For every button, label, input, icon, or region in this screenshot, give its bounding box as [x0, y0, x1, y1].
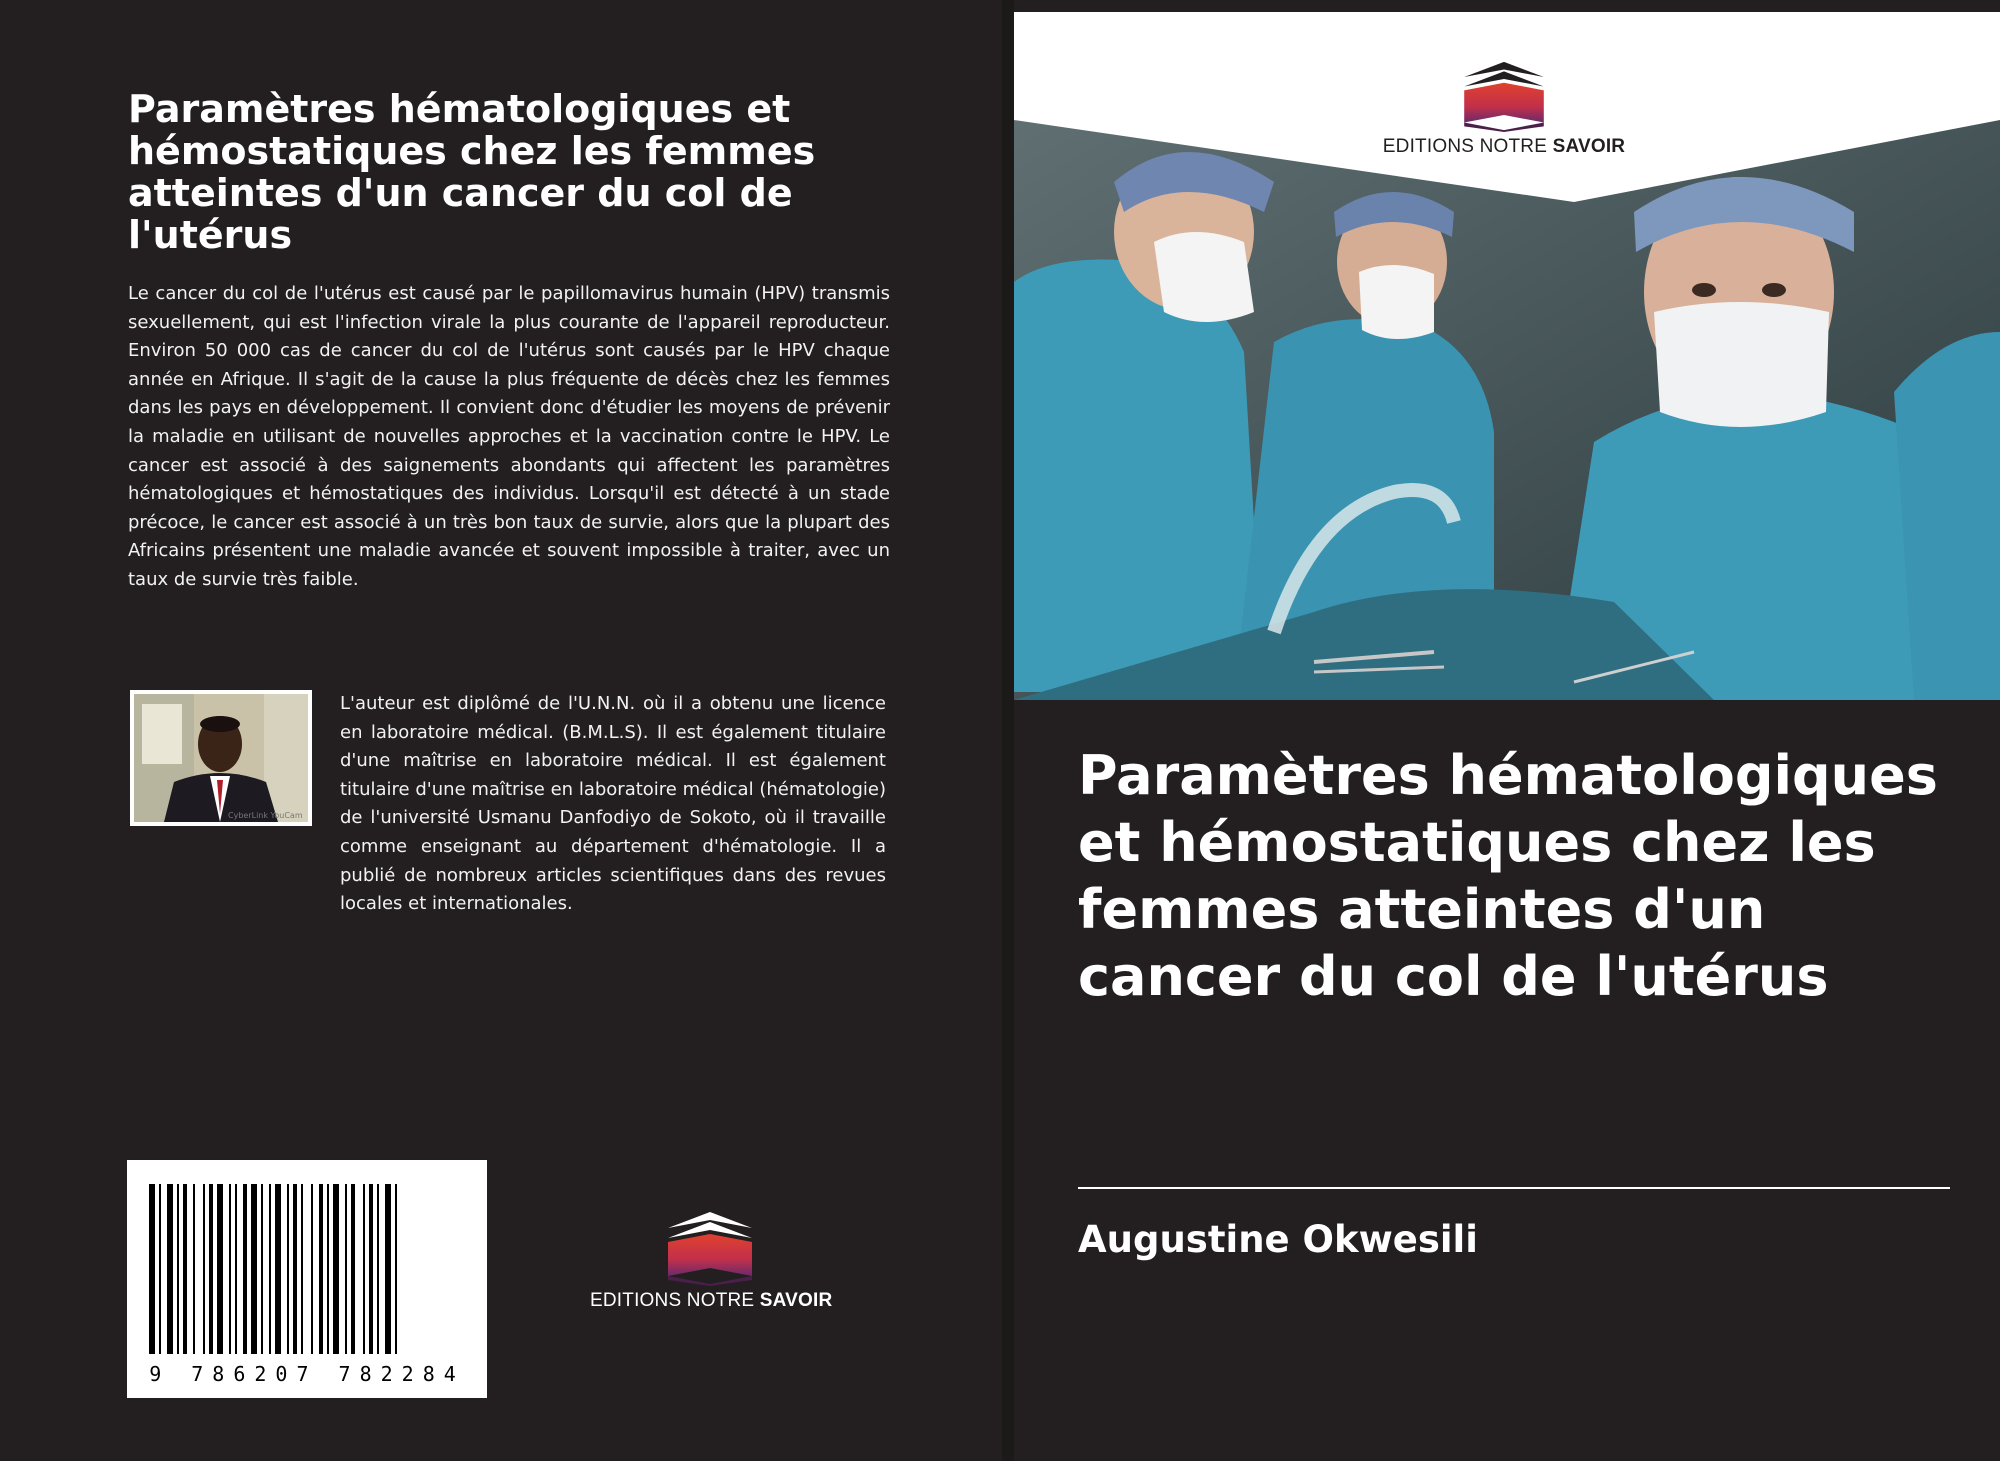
book-stack-icon [660, 1210, 760, 1286]
barcode-bar [149, 1184, 155, 1354]
barcode-bar [311, 1184, 313, 1354]
front-cover-author: Augustine Okwesili [1078, 1218, 1478, 1261]
barcode-bar [301, 1184, 303, 1354]
barcode-bar [229, 1184, 231, 1354]
photo-watermark: CyberLink YouCam [228, 811, 303, 820]
barcode-bar [351, 1184, 355, 1354]
front-publisher-name: EDITIONS NOTRE SAVOIR [1382, 136, 1626, 157]
barcode-bar [217, 1184, 223, 1354]
isbn-barcode [127, 1160, 487, 1398]
barcode-bar [287, 1184, 289, 1354]
barcode-bar [327, 1184, 329, 1354]
author-biography: L'auteur est diplômé de l'U.N.N. où il a obtenu une licence en laboratoire médical. (B.M.L.S). Il est également titulaire d'une maîtrise en laboratoire médical. Il est également titulaire d'une maîtrise en laboratoire médical (hématologie) de l'université Usmanu Danfodiyo de Sokoto, où il travaille comme enseignant au département d'hématologie. Il a publié de nombreux articles scientifiques dans des revues locales et internationales. [340, 693, 886, 915]
isbn-digits: 9 786207 782284 [149, 1362, 465, 1386]
barcode-bar [345, 1184, 347, 1354]
barcode-bar [333, 1184, 339, 1354]
barcode-bar [269, 1184, 271, 1354]
barcode-bar [243, 1184, 247, 1354]
barcode-bar [159, 1184, 161, 1354]
barcode-bar [251, 1184, 257, 1354]
back-publisher-logo [590, 1210, 833, 1330]
barcode-bar [377, 1184, 379, 1354]
back-cover-summary: Le cancer du col de l'utérus est causé par le papillomavirus humain (HPV) transmis sexuellement, qui est l'infection virale la plus courante de l'appareil reproducteur. Environ 50 000 cas de cancer du col de l'utérus sont causés par le HPV chaque année en Afrique. Il s'agit de la cause la plus fréquente de décès chez les femmes dans les pays en développement. Il convient donc d'étudier les moyens de prévenir la maladie en utilisant de nouvelles approches et la vaccination contre le HPV. Le cancer est associé à des saignements abondants qui affectent les paramètres hématologiques et hémostatiques des individus. Lorsqu'il est détecté à un stade précoce, le cancer est associé à un très bon taux de survie, alors que la plupart des Africains présentent une maladie avancée et souvent impossible à traiter, avec un taux de survie très faible. [128, 283, 890, 590]
front-publisher-logo [1354, 60, 1654, 158]
barcode-bar [261, 1184, 263, 1354]
author-photo [130, 690, 312, 826]
barcode-bar [209, 1184, 213, 1354]
barcode-bar [167, 1184, 173, 1354]
barcode-bar [203, 1184, 205, 1354]
barcode-bar [363, 1184, 365, 1354]
barcode-bar [369, 1184, 373, 1354]
barcode-bar [293, 1184, 297, 1354]
barcode-bar [177, 1184, 179, 1354]
barcode-bar [183, 1184, 187, 1354]
front-cover [1014, 0, 2000, 1461]
title-divider [1078, 1187, 1950, 1189]
back-cover-title: Paramètres hématologiques et hémostatiques chez les femmes atteintes d'un cancer du col de l'utérus [128, 87, 816, 257]
front-cover-title: Paramètres hématologiques et hémostatiques chez les femmes atteintes d'un cancer du col de l'utérus [1078, 744, 1938, 1008]
barcode-bar [235, 1184, 237, 1354]
barcode-bar [275, 1184, 281, 1354]
barcode-bar [319, 1184, 323, 1354]
back-publisher-name: EDITIONS NOTRE SAVOIR [590, 1290, 833, 1311]
spine [1002, 0, 1014, 1461]
book-stack-icon [1456, 60, 1552, 132]
barcode-bar [385, 1184, 391, 1354]
barcode-bar [193, 1184, 195, 1354]
barcode-bar [395, 1184, 397, 1354]
